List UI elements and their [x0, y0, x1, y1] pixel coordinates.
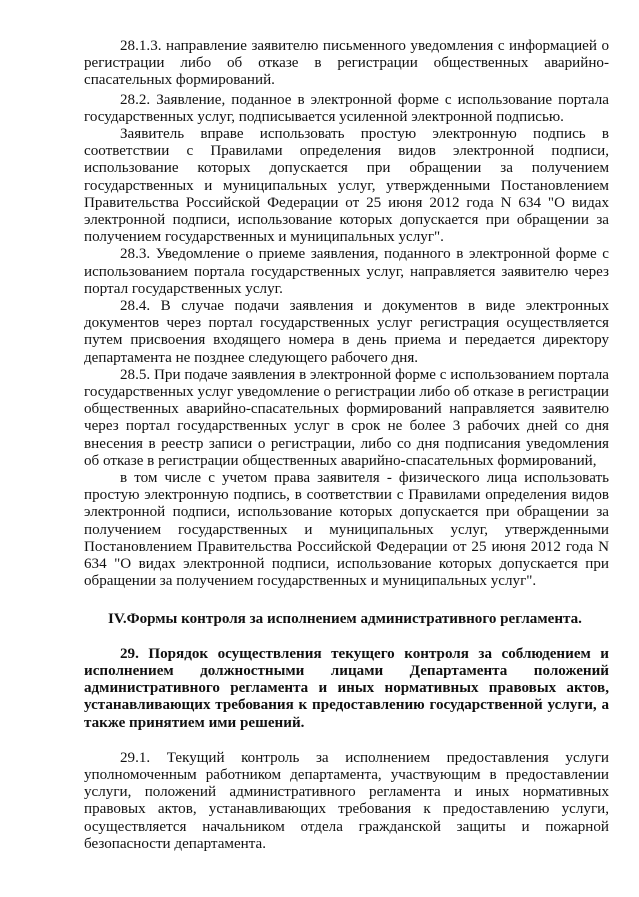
paragraph-28-2: 28.2. Заявление, поданное в электронной форме с использование портала государственных услуг, подписывается усиленной электронной подписью. [84, 91, 609, 125]
paragraph-28-4: 28.4. В случае подачи заявления и документов в виде электронных документов через портал государственных услуг регистрация осуществляется путем присвоения входящего номера в день приема и передается директору департамента не позднее следующего рабочего дня. [84, 298, 609, 366]
paragraph-28-5: 28.5. При подаче заявления в электронной форме с использованием портала государственных услуг уведомление о регистрации либо об отказе в регистрации общественных аварийно-спасательных формирований направляется заявителю через портал государственных услуг в срок не более 3 рабочих дней со дня внесения в реестр записи о регистрации, либо со дня подписания уведомления об отказе в регистрации общественных аварийно-спасательных формирований, [84, 366, 609, 469]
section-heading: IV.Формы контроля за исполнением административного регламента. [108, 610, 582, 627]
paragraph-simple-signature: Заявитель вправе использовать простую электронную подпись в соответствии с Правилами определения видов электронной подписи, использование которых допускается при обращении за получением государственных и муниципальных услуг, утвержденными Постановлением Правительства Российской Федерации от 25 июня 2012 года N 634 "О видах электронной подписи, использование которых допускается при обращении за получением государственных и муниципальных услуг". [84, 126, 609, 246]
paragraph-28-1-3: 28.1.3. направление заявителю письменного уведомления с информацией о регистрации либо об отказе в регистрации общественных аварийно-спасательных формирований. [84, 38, 609, 89]
paragraph-29-1: 29.1. Текущий контроль за исполнением предоставления услуги уполномоченным работником департамента, участвующим в предоставлении услуги, положений административного регламента и иных нормативных правовых актов, устанавливающих требования к предоставлению услуги, осуществляется начальником отдела гражданской защиты и пожарной безопасности департамента. [84, 749, 609, 852]
paragraph-28-3: 28.3. Уведомление о приеме заявления, поданного в электронной форме с использованием портала государственных услуг, направляется заявителю через портал государственных услуг. [84, 246, 609, 297]
subsection-heading: 29. Порядок осуществления текущего контроля за соблюдением и исполнением должностными лицами Департамента положений административного регламента и иных нормативных правовых актов, устанавливающих требования к предоставлению государственной услуги, а также принятием ими решений. [84, 645, 609, 731]
paragraph-including-rights: в том числе с учетом права заявителя - физического лица использовать простую электронную подпись, в соответствии с Правилами определения видов электронной подписи, использование которых допускается при обращении за получением государственных и муниципальных услуг, утвержденными Постановлением Правительства Российской Федерации от 25 июня 2012 года N 634 "О видах электронной подписи, использование которых допускается при обращении за получением государственных и муниципальных услуг". [84, 470, 609, 590]
